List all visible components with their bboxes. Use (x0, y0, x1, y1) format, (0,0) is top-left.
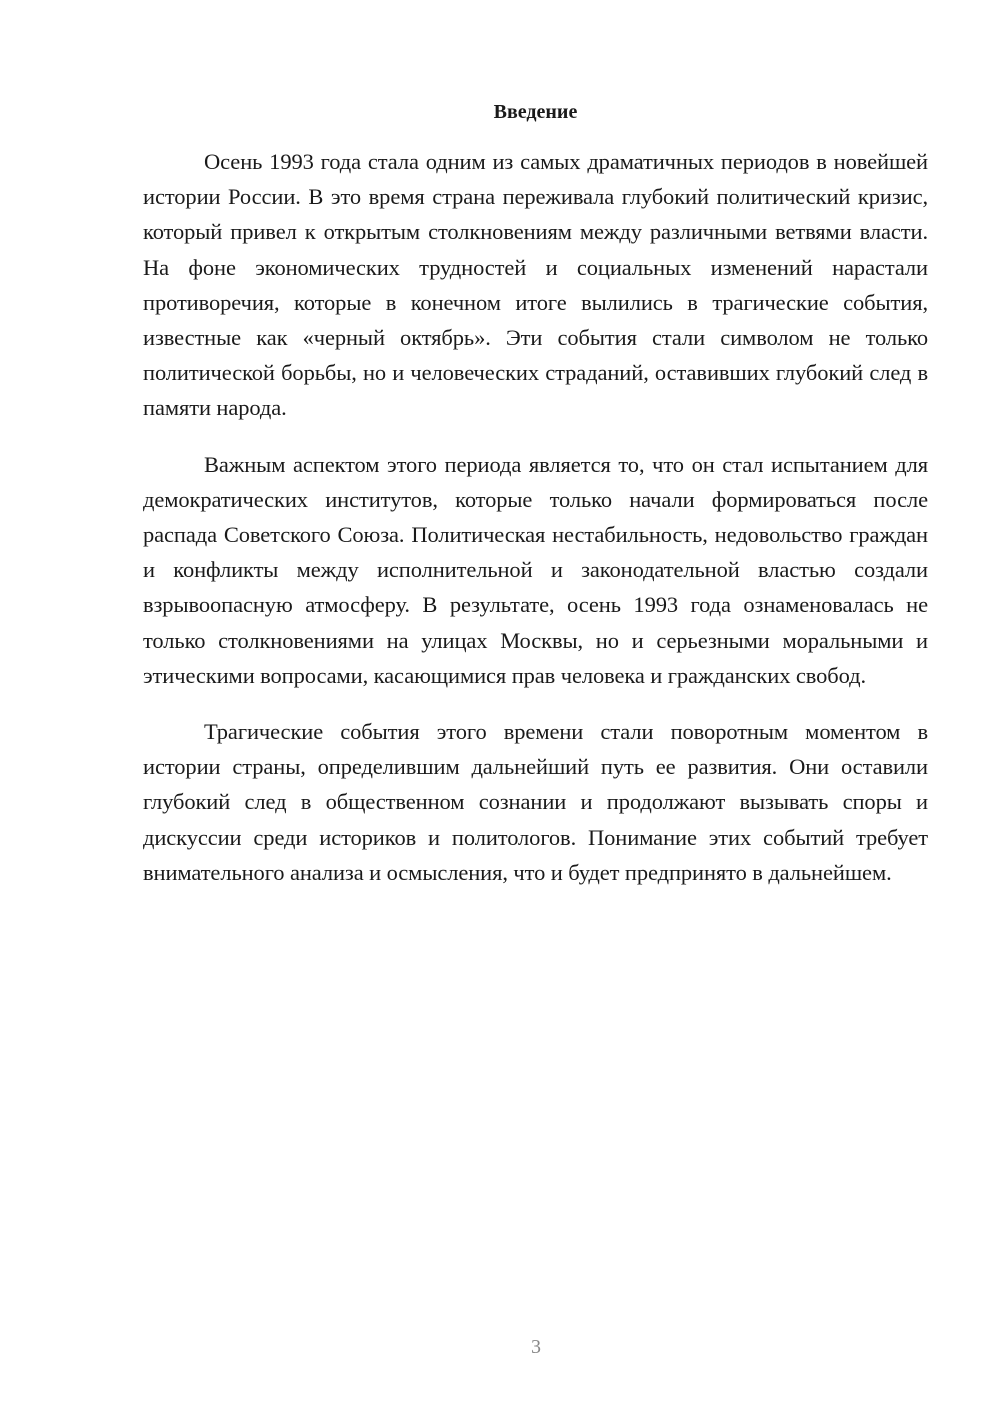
document-body (143, 144, 928, 911)
page-title: Введение (493, 101, 578, 123)
paragraph-1: Осень 1993 года стала одним из самых драматичных периодов в новейшей истории России. В это время страна переживала глубокий политический кризис, который привел к открытым столкновениям между различными ветвями власти. На фоне экономических трудностей и социальных изменений нарастали противоречия, которые в конечном итоге вылились в трагические события, известные как «черный октябрь». Эти события стали символом не только политической борьбы, но и человеческих страданий, оставивших глубокий след в памяти народа. (143, 149, 928, 421)
paragraph-3: Трагические события этого времени стали поворотным моментом в истории страны, определившим дальнейший путь ее развития. Они оставили глубокий след в общественном сознании и продолжают вызывать споры и дискуссии среди историков и политологов. Понимание этих событий требует внимательного анализа и осмысления, что и будет предпринято в дальнейшем. (143, 719, 928, 885)
page-number: 3 (531, 1336, 541, 1358)
paragraph-2: Важным аспектом этого периода является то, что он стал испытанием для демократических институтов, которые только начали формироваться после распада Советского Союза. Политическая нестабильность, недовольство граждан и конфликты между исполнительной и законодательной властью создали взрывоопасную атмосферу. В результате, осень 1993 года ознаменовалась не только столкновениями на улицах Москвы, но и серьезными моральными и этическими вопросами, касающимися прав человека и гражданских свобод. (143, 451, 928, 688)
